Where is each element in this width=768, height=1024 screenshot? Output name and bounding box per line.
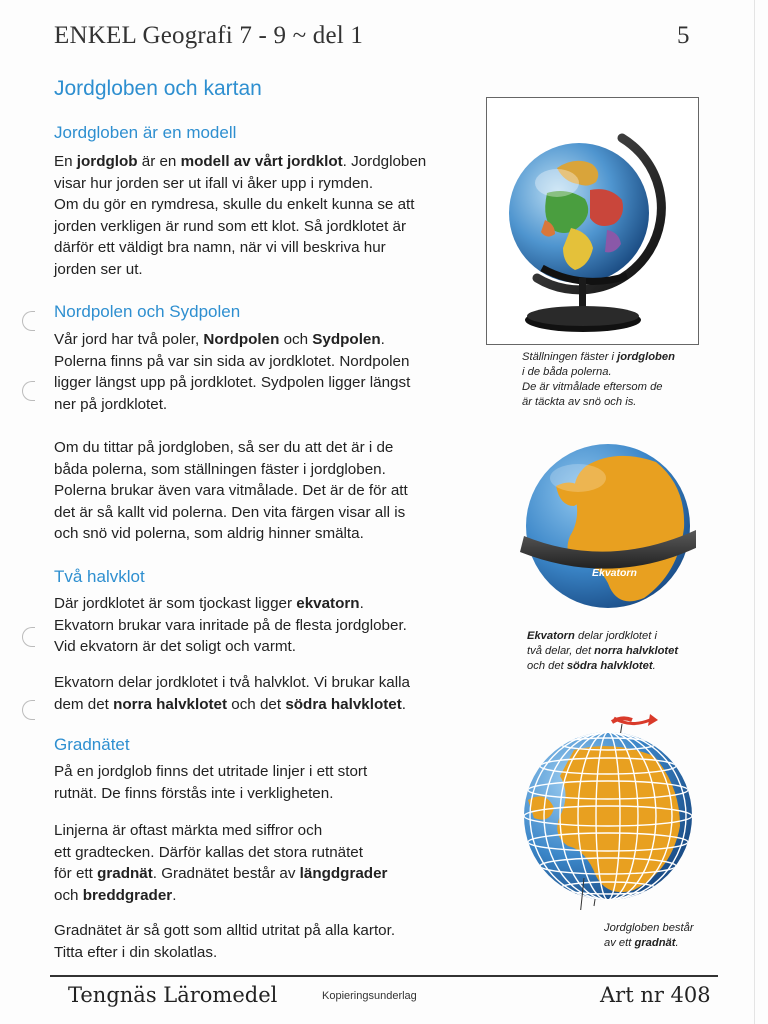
bold-term: jordgloben: [617, 351, 675, 363]
text-line: Vid ekvatorn är det soligt och varmt.: [54, 638, 296, 655]
binder-hole-mark: [22, 311, 35, 331]
caption-grid: [604, 921, 694, 951]
footer-rule: [50, 975, 718, 977]
text-line: dem det norra halvklotet och det södra halvklotet.: [54, 695, 407, 713]
header-title: ENKEL Geografi 7 - 9 ~ del 1: [54, 22, 364, 49]
text-line: Ekvatorn delar jordklotet i: [527, 630, 657, 642]
paragraph-hemispheres-1: [54, 593, 474, 658]
bold-term: Sydpolen: [312, 331, 381, 348]
binder-hole-mark: [22, 700, 35, 720]
page-number: 5: [677, 22, 690, 49]
globe-on-stand-illustration: [487, 98, 698, 344]
text-line: och breddgrader.: [54, 886, 177, 904]
bold-term: gradnät: [97, 865, 153, 882]
text-line: därför ett väldigt bra namn, när vi vill beskriva hur: [54, 239, 386, 256]
text-line: Polerna brukar även vara vitmålade. Det är de för att: [54, 482, 408, 499]
binder-hole-mark: [22, 381, 35, 401]
bold-term: gradnät: [634, 937, 676, 949]
section-heading-grid: Gradnätet: [54, 735, 130, 754]
text-line: På en jordglob finns det utritade linjer i ett stort: [54, 763, 368, 780]
equator-label: Ekvatorn: [592, 567, 637, 579]
footer-article-number: Art nr 408: [600, 983, 711, 1007]
text-line: Jordgloben består: [604, 922, 694, 934]
text-line: Vår jord har två poler, Nordpolen och Sydpolen.: [54, 331, 385, 348]
footer-publisher: Tengnäs Läromedel: [68, 983, 278, 1007]
paragraph-grid-2: [54, 820, 474, 906]
paragraph-poles-1: [54, 329, 474, 415]
caption-globe: [522, 350, 675, 410]
main-heading: Jordgloben och kartan: [54, 77, 262, 100]
text-line: Om du tittar på jordgloben, så ser du att det är i de: [54, 439, 394, 456]
bold-term: modell av vårt jordklot: [180, 153, 343, 170]
text-line: Där jordklotet är som tjockast ligger ekvatorn.: [54, 595, 364, 612]
text-line: jorden ser ut.: [54, 260, 143, 278]
text-line: Om du gör en rymdresa, skulle du enkelt kunna se att: [54, 196, 415, 213]
bold-term: jordglob: [76, 153, 138, 170]
bold-term: längdgrader: [299, 865, 388, 882]
text-line: Ekvatorn brukar vara inritade på de flesta jordglober.: [54, 616, 407, 634]
bold-term: södra halvklotet: [285, 695, 402, 713]
text-line: Ekvatorn delar jordklotet i två halvklot. Vi brukar kalla: [54, 674, 410, 691]
text-line: Linjerna är oftast märkta med siffror och: [54, 822, 323, 839]
text-line: Titta efter i din skolatlas.: [54, 943, 218, 961]
text-line: och snö vid polerna, som aldrig hinner smälta.: [54, 525, 364, 542]
text-line: det är så kallt vid polerna. Den vita färgen visar all is: [54, 503, 406, 521]
bold-term: Nordpolen: [203, 331, 280, 348]
page-edge: [754, 0, 755, 1024]
footer-note: Kopieringsunderlag: [322, 990, 417, 1002]
grid-globe-illustration: [514, 710, 704, 910]
bold-term: södra halvklotet: [566, 660, 653, 672]
text-line: Ställningen fäster i jordgloben: [522, 351, 675, 363]
text-line: Gradnätet är så gott som alltid utritat på alla kartor.: [54, 922, 396, 939]
text-line: är täckta av snö och is.: [522, 396, 637, 408]
text-line: och det södra halvklotet.: [527, 660, 656, 672]
binder-hole-mark: [22, 627, 35, 647]
section-heading-poles: Nordpolen och Sydpolen: [54, 302, 241, 321]
paragraph-model: [54, 151, 474, 280]
paragraph-poles-2: [54, 437, 474, 545]
globe-photo-frame: [486, 97, 699, 345]
section-heading-hemispheres: Två halvklot: [54, 567, 145, 586]
text-line: ligger längst upp på jordklotet. Sydpolen ligger längst: [54, 374, 411, 391]
equator-globe-illustration: [516, 436, 696, 616]
text-line: En jordglob är en modell av vårt jordklot. Jordgloben: [54, 153, 427, 170]
text-line: jorden verkligen är rund som ett klot. Så jordklotet är: [54, 217, 407, 235]
caption-equator: [527, 629, 678, 674]
bold-term: Ekvatorn: [527, 630, 575, 642]
text-line: Polerna finns på var sin sida av jordklotet. Nordpolen: [54, 352, 410, 370]
paragraph-hemispheres-2: [54, 672, 474, 715]
paragraph-grid-1: [54, 761, 474, 804]
paragraph-grid-3: [54, 920, 474, 963]
text-line: båda polerna, som ställningen fäster i jordgloben.: [54, 460, 386, 478]
bold-term: breddgrader: [82, 886, 173, 904]
text-line: ett gradtecken. Därför kallas det stora rutnätet: [54, 843, 363, 861]
text-line: av ett gradnät.: [604, 937, 679, 949]
bold-term: norra halvklotet: [594, 645, 679, 657]
text-line: två delar, det norra halvklotet: [527, 645, 679, 657]
bold-term: norra halvklotet: [113, 695, 228, 713]
text-line: visar hur jorden ser ut ifall vi åker upp i rymden.: [54, 174, 374, 192]
text-line: rutnät. De finns förstås inte i verkligheten.: [54, 784, 334, 802]
bold-term: ekvatorn: [296, 595, 360, 612]
text-line: i de båda polerna.: [522, 366, 612, 378]
text-line: för ett gradnät. Gradnätet består av längdgrader: [54, 865, 388, 882]
text-line: De är vitmålade eftersom de: [522, 381, 663, 393]
text-line: ner på jordklotet.: [54, 395, 168, 413]
section-heading-model: Jordgloben är en modell: [54, 123, 237, 142]
